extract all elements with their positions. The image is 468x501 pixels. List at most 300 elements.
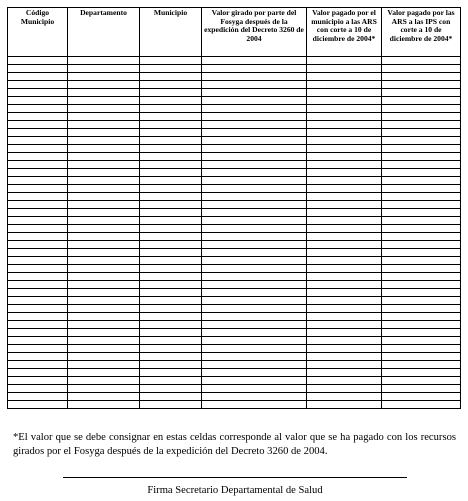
table-cell[interactable]: [8, 361, 68, 369]
table-cell[interactable]: [68, 297, 140, 305]
table-cell[interactable]: [140, 361, 202, 369]
table-cell[interactable]: [140, 225, 202, 233]
table-cell[interactable]: [307, 137, 382, 145]
table-cell[interactable]: [8, 289, 68, 297]
table-cell[interactable]: [68, 177, 140, 185]
table-cell[interactable]: [68, 385, 140, 393]
table-cell[interactable]: [8, 393, 68, 401]
col-header-departamento: Departamento: [68, 8, 140, 57]
table-cell[interactable]: [382, 153, 461, 161]
table-cell[interactable]: [8, 353, 68, 361]
table-row: [8, 249, 461, 257]
table-cell[interactable]: [202, 145, 307, 153]
table-cell[interactable]: [140, 217, 202, 225]
table-cell[interactable]: [140, 289, 202, 297]
table-cell[interactable]: [382, 313, 461, 321]
table-cell[interactable]: [8, 145, 68, 153]
table-cell[interactable]: [382, 129, 461, 137]
table-cell[interactable]: [202, 193, 307, 201]
table-row: [8, 137, 461, 145]
table-cell[interactable]: [382, 393, 461, 401]
table-cell[interactable]: [68, 393, 140, 401]
table-cell[interactable]: [68, 345, 140, 353]
table-cell[interactable]: [307, 81, 382, 89]
table-cell[interactable]: [307, 177, 382, 185]
table-cell[interactable]: [382, 289, 461, 297]
table-cell[interactable]: [8, 337, 68, 345]
table-cell[interactable]: [140, 113, 202, 121]
table-row: [8, 273, 461, 281]
table-cell[interactable]: [202, 265, 307, 273]
table-cell[interactable]: [140, 385, 202, 393]
table-cell[interactable]: [382, 121, 461, 129]
table-row: [8, 289, 461, 297]
table-row: [8, 145, 461, 153]
table-row: [8, 113, 461, 121]
table-cell[interactable]: [8, 273, 68, 281]
table-cell[interactable]: [202, 313, 307, 321]
table-cell[interactable]: [68, 361, 140, 369]
table-cell[interactable]: [382, 145, 461, 153]
table-cell[interactable]: [140, 185, 202, 193]
table-row: [8, 305, 461, 313]
table-cell[interactable]: [140, 201, 202, 209]
table-cell[interactable]: [382, 225, 461, 233]
table-cell[interactable]: [68, 201, 140, 209]
table-row: [8, 345, 461, 353]
table-cell[interactable]: [8, 281, 68, 289]
table-cell[interactable]: [382, 329, 461, 337]
table-cell[interactable]: [307, 153, 382, 161]
table-cell[interactable]: [68, 377, 140, 385]
table-cell[interactable]: [307, 145, 382, 153]
table-cell[interactable]: [140, 153, 202, 161]
table-cell[interactable]: [140, 257, 202, 265]
table-cell[interactable]: [382, 401, 461, 409]
table-cell[interactable]: [307, 297, 382, 305]
table-cell[interactable]: [307, 113, 382, 121]
table-row: [8, 369, 461, 377]
table-cell[interactable]: [382, 73, 461, 81]
table-row: [8, 153, 461, 161]
table-cell[interactable]: [68, 193, 140, 201]
table-cell[interactable]: [68, 273, 140, 281]
table-cell[interactable]: [307, 369, 382, 377]
table-cell[interactable]: [68, 281, 140, 289]
table-cell[interactable]: [202, 81, 307, 89]
table-cell[interactable]: [140, 145, 202, 153]
table-cell[interactable]: [382, 113, 461, 121]
table-cell[interactable]: [382, 65, 461, 73]
table-cell[interactable]: [202, 377, 307, 385]
table-cell[interactable]: [382, 337, 461, 345]
table-cell[interactable]: [140, 329, 202, 337]
table-cell[interactable]: [202, 153, 307, 161]
table-cell[interactable]: [8, 209, 68, 217]
table-cell[interactable]: [382, 161, 461, 169]
table-cell[interactable]: [140, 281, 202, 289]
table-cell[interactable]: [8, 401, 68, 409]
table-cell[interactable]: [307, 393, 382, 401]
table-cell[interactable]: [307, 161, 382, 169]
table-cell[interactable]: [68, 289, 140, 297]
table-cell[interactable]: [140, 169, 202, 177]
table-row: [8, 217, 461, 225]
table-cell[interactable]: [8, 177, 68, 185]
table-cell[interactable]: [307, 361, 382, 369]
table-cell[interactable]: [140, 177, 202, 185]
table-cell[interactable]: [202, 97, 307, 105]
table-cell[interactable]: [307, 217, 382, 225]
table-cell[interactable]: [382, 385, 461, 393]
table-cell[interactable]: [382, 321, 461, 329]
table-cell[interactable]: [68, 225, 140, 233]
table-cell[interactable]: [140, 313, 202, 321]
table-cell[interactable]: [140, 297, 202, 305]
table-cell[interactable]: [68, 209, 140, 217]
table-cell[interactable]: [68, 81, 140, 89]
table-cell[interactable]: [307, 321, 382, 329]
table-cell[interactable]: [140, 401, 202, 409]
table-cell[interactable]: [202, 249, 307, 257]
table-cell[interactable]: [382, 273, 461, 281]
table-row: [8, 321, 461, 329]
table-cell[interactable]: [202, 217, 307, 225]
table-cell[interactable]: [382, 265, 461, 273]
table-cell[interactable]: [68, 337, 140, 345]
table-row: [8, 265, 461, 273]
table-cell[interactable]: [140, 89, 202, 97]
table-cell[interactable]: [202, 321, 307, 329]
table-cell[interactable]: [307, 329, 382, 337]
table-cell[interactable]: [307, 377, 382, 385]
table-cell[interactable]: [8, 65, 68, 73]
table-cell[interactable]: [68, 89, 140, 97]
table-cell[interactable]: [68, 169, 140, 177]
table-row: [8, 281, 461, 289]
table-cell[interactable]: [140, 105, 202, 113]
table-cell[interactable]: [202, 329, 307, 337]
table-cell[interactable]: [202, 257, 307, 265]
table-row: [8, 241, 461, 249]
table-cell[interactable]: [382, 361, 461, 369]
table-row: [8, 361, 461, 369]
table-cell[interactable]: [202, 65, 307, 73]
table-cell[interactable]: [202, 73, 307, 81]
table-cell[interactable]: [140, 65, 202, 73]
table-cell[interactable]: [202, 169, 307, 177]
table-cell[interactable]: [382, 193, 461, 201]
table-cell[interactable]: [202, 369, 307, 377]
table-cell[interactable]: [140, 273, 202, 281]
table-cell[interactable]: [140, 97, 202, 105]
table-cell[interactable]: [382, 81, 461, 89]
table-cell[interactable]: [382, 57, 461, 65]
table-cell[interactable]: [202, 289, 307, 297]
table-cell[interactable]: [202, 201, 307, 209]
table-cell[interactable]: [140, 73, 202, 81]
col-header-municipio: Municipio: [140, 8, 202, 57]
table-cell[interactable]: [8, 345, 68, 353]
table-cell[interactable]: [382, 201, 461, 209]
table-cell[interactable]: [202, 393, 307, 401]
table-cell[interactable]: [8, 249, 68, 257]
table-cell[interactable]: [382, 89, 461, 97]
table-cell[interactable]: [68, 57, 140, 65]
table-cell[interactable]: [382, 185, 461, 193]
table-cell[interactable]: [140, 137, 202, 145]
table-cell[interactable]: [202, 209, 307, 217]
col-header-valor-pagado-municipio-ars: Valor pagado por el municipio a las ARS con corte a 10 de diciembre de 2004*: [307, 8, 382, 57]
table-cell[interactable]: [202, 361, 307, 369]
table-cell[interactable]: [307, 305, 382, 313]
table-cell[interactable]: [8, 121, 68, 129]
table-cell[interactable]: [382, 217, 461, 225]
table-cell[interactable]: [382, 377, 461, 385]
table-cell[interactable]: [382, 169, 461, 177]
table-cell[interactable]: [307, 225, 382, 233]
table-cell[interactable]: [68, 217, 140, 225]
table-cell[interactable]: [382, 305, 461, 313]
table-cell[interactable]: [202, 345, 307, 353]
table-cell[interactable]: [382, 249, 461, 257]
table-cell[interactable]: [202, 353, 307, 361]
table-cell[interactable]: [68, 145, 140, 153]
table-cell[interactable]: [8, 297, 68, 305]
table-row: [8, 353, 461, 361]
table-cell[interactable]: [202, 401, 307, 409]
table-cell[interactable]: [140, 233, 202, 241]
table-cell[interactable]: [140, 129, 202, 137]
table-cell[interactable]: [8, 369, 68, 377]
table-cell[interactable]: [307, 289, 382, 297]
table-cell[interactable]: [382, 209, 461, 217]
table-cell[interactable]: [307, 241, 382, 249]
table-cell[interactable]: [307, 121, 382, 129]
table-cell[interactable]: [8, 217, 68, 225]
table-cell[interactable]: [140, 345, 202, 353]
table-cell[interactable]: [8, 329, 68, 337]
table-cell[interactable]: [307, 233, 382, 241]
table-cell[interactable]: [68, 401, 140, 409]
table-cell[interactable]: [382, 257, 461, 265]
table-cell[interactable]: [140, 393, 202, 401]
table-cell[interactable]: [202, 233, 307, 241]
table-cell[interactable]: [307, 249, 382, 257]
table-cell[interactable]: [202, 241, 307, 249]
table-cell[interactable]: [8, 241, 68, 249]
table-cell[interactable]: [8, 201, 68, 209]
table-cell[interactable]: [202, 177, 307, 185]
table-cell[interactable]: [8, 169, 68, 177]
table-cell[interactable]: [68, 113, 140, 121]
table-cell[interactable]: [202, 305, 307, 313]
table-cell[interactable]: [68, 65, 140, 73]
table-cell[interactable]: [202, 57, 307, 65]
table-cell[interactable]: [307, 57, 382, 65]
table-cell[interactable]: [382, 353, 461, 361]
table-cell[interactable]: [307, 169, 382, 177]
table-cell[interactable]: [202, 137, 307, 145]
table-cell[interactable]: [140, 305, 202, 313]
table-cell[interactable]: [68, 249, 140, 257]
table-row: [8, 177, 461, 185]
table-cell[interactable]: [68, 321, 140, 329]
table-cell[interactable]: [68, 241, 140, 249]
table-cell[interactable]: [140, 81, 202, 89]
table-cell[interactable]: [8, 321, 68, 329]
table-cell[interactable]: [382, 241, 461, 249]
table-cell[interactable]: [140, 321, 202, 329]
table-row: [8, 313, 461, 321]
table-cell[interactable]: [68, 161, 140, 169]
table-cell[interactable]: [202, 281, 307, 289]
table-row: [8, 185, 461, 193]
table-cell[interactable]: [140, 353, 202, 361]
col-header-codigo-municipio: Código Municipio: [8, 8, 68, 57]
table-cell[interactable]: [8, 161, 68, 169]
table-cell[interactable]: [68, 329, 140, 337]
table-cell[interactable]: [382, 105, 461, 113]
table-cell[interactable]: [202, 185, 307, 193]
table-cell[interactable]: [307, 313, 382, 321]
table-cell[interactable]: [68, 257, 140, 265]
table-cell[interactable]: [307, 401, 382, 409]
table-cell[interactable]: [140, 265, 202, 273]
table-cell[interactable]: [8, 185, 68, 193]
table-cell[interactable]: [140, 369, 202, 377]
table-cell[interactable]: [307, 105, 382, 113]
table-cell[interactable]: [202, 385, 307, 393]
table-cell[interactable]: [382, 297, 461, 305]
table-cell[interactable]: [382, 281, 461, 289]
table-cell[interactable]: [307, 353, 382, 361]
table-cell[interactable]: [202, 297, 307, 305]
table-cell[interactable]: [307, 89, 382, 97]
footnote: *El valor que se debe consignar en estas celdas corresponde al valor que se ha pagado con los recursos girados por el Fosyga después de la expedición del Decreto 3260 de 2004.: [13, 432, 456, 457]
table-cell[interactable]: [8, 305, 68, 313]
table-cell[interactable]: [8, 385, 68, 393]
table-cell[interactable]: [8, 257, 68, 265]
table-cell[interactable]: [307, 385, 382, 393]
table-cell[interactable]: [68, 153, 140, 161]
table-cell[interactable]: [382, 97, 461, 105]
table-cell[interactable]: [307, 201, 382, 209]
table-cell[interactable]: [307, 65, 382, 73]
table-row: [8, 297, 461, 305]
table-cell[interactable]: [68, 121, 140, 129]
table-cell[interactable]: [307, 345, 382, 353]
table-cell[interactable]: [307, 193, 382, 201]
table-row: [8, 329, 461, 337]
table-cell[interactable]: [202, 129, 307, 137]
table-body: [8, 57, 461, 409]
table-cell[interactable]: [140, 57, 202, 65]
table-cell[interactable]: [307, 97, 382, 105]
table-cell[interactable]: [202, 161, 307, 169]
table-cell[interactable]: [68, 313, 140, 321]
table-cell[interactable]: [8, 129, 68, 137]
table-row: [8, 201, 461, 209]
table-row: [8, 129, 461, 137]
table-cell[interactable]: [140, 193, 202, 201]
table-cell[interactable]: [8, 73, 68, 81]
table-cell[interactable]: [68, 129, 140, 137]
table-cell[interactable]: [8, 105, 68, 113]
table-cell[interactable]: [202, 105, 307, 113]
table-cell[interactable]: [140, 249, 202, 257]
table-cell[interactable]: [8, 225, 68, 233]
table-cell[interactable]: [140, 241, 202, 249]
table-row: [8, 81, 461, 89]
table-cell[interactable]: [8, 57, 68, 65]
table-cell[interactable]: [202, 273, 307, 281]
table-cell[interactable]: [382, 369, 461, 377]
table-cell[interactable]: [140, 121, 202, 129]
table-cell[interactable]: [140, 161, 202, 169]
table-cell[interactable]: [8, 97, 68, 105]
table-cell[interactable]: [202, 121, 307, 129]
table-cell[interactable]: [307, 337, 382, 345]
table-header-row: [8, 8, 461, 57]
col-header-valor-pagado-ars-ips: Valor pagado por las ARS a las IPS con corte a 10 de diciembre de 2004*: [382, 8, 461, 57]
table-cell[interactable]: [8, 153, 68, 161]
table-cell[interactable]: [382, 177, 461, 185]
table-cell[interactable]: [8, 265, 68, 273]
table-cell[interactable]: [307, 129, 382, 137]
table-cell[interactable]: [307, 273, 382, 281]
table-cell[interactable]: [68, 353, 140, 361]
table-cell[interactable]: [202, 89, 307, 97]
signature-line: [63, 477, 407, 478]
table-cell[interactable]: [307, 281, 382, 289]
table-cell[interactable]: [202, 113, 307, 121]
table-cell[interactable]: [382, 345, 461, 353]
table-row: [8, 233, 461, 241]
table-cell[interactable]: [8, 81, 68, 89]
table-cell[interactable]: [68, 369, 140, 377]
table-cell[interactable]: [307, 209, 382, 217]
table-cell[interactable]: [382, 137, 461, 145]
table-cell[interactable]: [202, 337, 307, 345]
table-cell[interactable]: [68, 97, 140, 105]
table-cell[interactable]: [307, 265, 382, 273]
table-cell[interactable]: [307, 257, 382, 265]
table-cell[interactable]: [8, 233, 68, 241]
table-cell[interactable]: [68, 305, 140, 313]
table-cell[interactable]: [8, 377, 68, 385]
table-cell[interactable]: [140, 337, 202, 345]
table-cell[interactable]: [8, 113, 68, 121]
table-cell[interactable]: [68, 233, 140, 241]
table-cell[interactable]: [68, 105, 140, 113]
table-cell[interactable]: [202, 225, 307, 233]
table-cell[interactable]: [8, 193, 68, 201]
table-cell[interactable]: [382, 233, 461, 241]
table-cell[interactable]: [140, 377, 202, 385]
col-header-valor-girado-fosyga: Valor girado por parte del Fosyga después de la expedición del Decreto 3260 de 2004: [202, 8, 307, 57]
table-cell[interactable]: [307, 73, 382, 81]
table-cell[interactable]: [140, 209, 202, 217]
table-cell[interactable]: [307, 185, 382, 193]
table-cell[interactable]: [68, 265, 140, 273]
table-cell[interactable]: [68, 137, 140, 145]
table-cell[interactable]: [8, 89, 68, 97]
table-cell[interactable]: [8, 313, 68, 321]
table-cell[interactable]: [68, 73, 140, 81]
table-cell[interactable]: [68, 185, 140, 193]
table-cell[interactable]: [8, 137, 68, 145]
